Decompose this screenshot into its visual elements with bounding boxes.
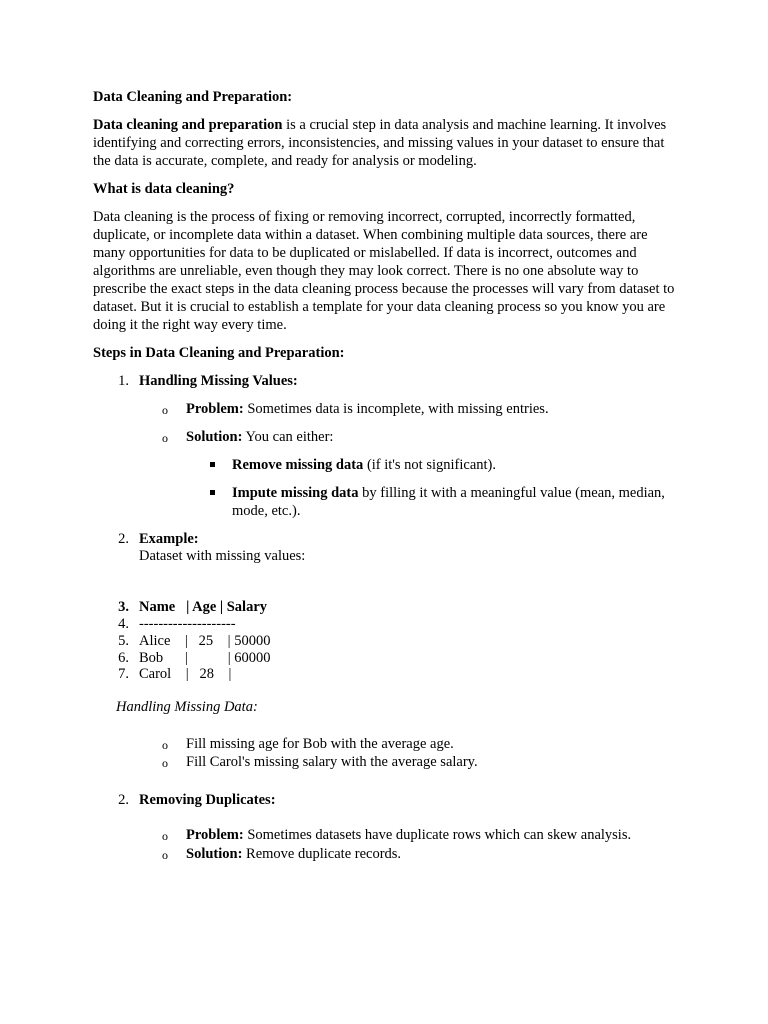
intro-bold: Data cleaning and preparation (93, 117, 283, 133)
bullet-icon: o (162, 431, 168, 445)
handling-item: Fill missing age for Bob with the average age. (186, 736, 454, 752)
table-row: Alice | 25 | 50000 (139, 633, 271, 649)
what-is-paragraph: Data cleaning is the process of fixing or removing incorrect, corrupted, incorrectly formatted, duplicate, or incomplete data within a dataset. When combining multiple data sources, there are many opportunities for data to be duplicated or mislabelled. If data is incorrect, outcomes and algorithms are unreliable, even though they may look correct. There is no one absolute way to prescribe the exact steps in the data cleaning process because the processes will vary from dataset to dataset. But it is crucial to establish a template for your data cleaning process so you know you are doing it the right way every time. (93, 209, 675, 333)
square-bullet-icon (210, 462, 215, 467)
step1-problem: Problem: Sometimes data is incomplete, with missing entries. (186, 401, 549, 417)
bullet-icon: o (162, 738, 168, 752)
step1-option-remove: Remove missing data (if it's not significant). (232, 457, 497, 473)
step1-number: 1. (118, 373, 129, 389)
step2-solution: Solution: Remove duplicate records. (186, 846, 402, 862)
bullet-icon: o (162, 829, 168, 843)
step1-option-impute: Impute missing data by filling it with a meaningful value (mean, median, mode, etc.). (232, 485, 665, 519)
table-row: Bob | | 60000 (139, 650, 271, 666)
bullet-icon: o (162, 403, 168, 417)
example-title: Example: (139, 531, 199, 547)
bullet-icon: o (162, 848, 168, 862)
step2-problem: Problem: Sometimes datasets have duplicate rows which can skew analysis. (186, 827, 632, 843)
document-title: Data Cleaning and Preparation: (93, 89, 293, 105)
step1-title: Handling Missing Values: (139, 373, 298, 389)
steps-heading: Steps in Data Cleaning and Preparation: (93, 345, 345, 361)
step2-title: Removing Duplicates: (139, 792, 276, 808)
step2-number: 2. (118, 792, 129, 808)
table-row-number: 5. (118, 633, 129, 649)
handling-title: Handling Missing Data: (116, 699, 258, 715)
table-separator-row: -------------------- (139, 616, 236, 632)
handling-item: Fill Carol's missing salary with the average salary. (186, 754, 478, 770)
table-row-number: 4. (118, 616, 129, 632)
bullet-icon: o (162, 756, 168, 770)
what-is-heading: What is data cleaning? (93, 181, 235, 197)
table-row: Carol | 28 | (139, 666, 232, 682)
square-bullet-icon (210, 490, 215, 495)
intro-text: is a crucial step in data analysis and machine learning. It involves identifying and correcting errors, inconsistencies, and missing values in your dataset to ensure that the data is accurate, complete, and ready for analysis or modeling. (93, 117, 667, 169)
example-number: 2. (118, 531, 129, 547)
intro-paragraph (93, 116, 683, 170)
table-row-number: 7. (118, 666, 129, 682)
table-row-number: 3. (118, 599, 129, 615)
table-row-number: 6. (118, 650, 129, 666)
table-header-row: Name | Age | Salary (139, 599, 268, 615)
step1-solution: Solution: You can either: (186, 429, 334, 445)
example-subtitle: Dataset with missing values: (139, 548, 306, 564)
